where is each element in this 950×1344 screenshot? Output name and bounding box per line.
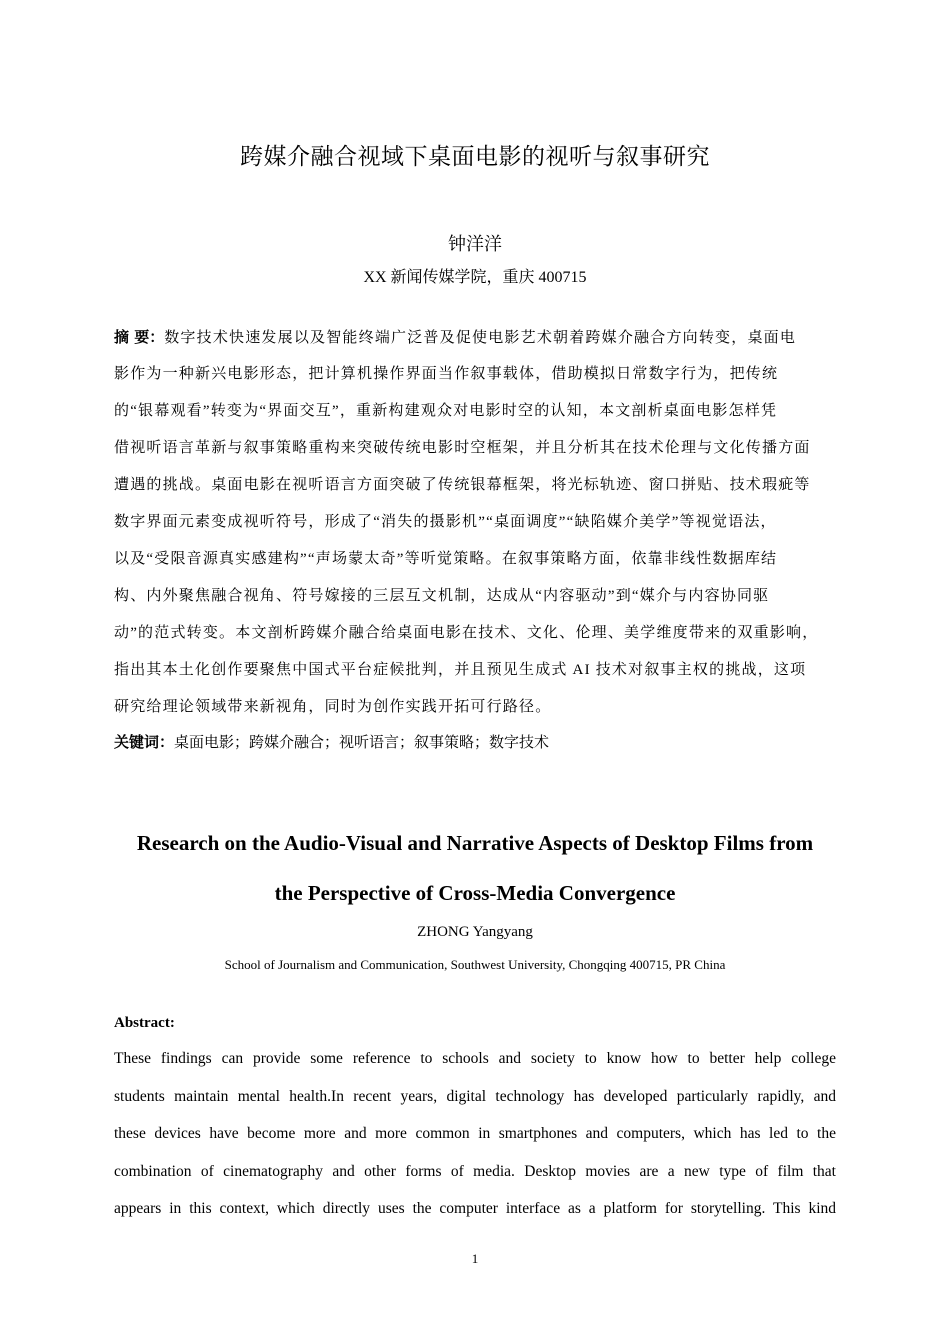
page-number: 1 <box>471 1251 479 1266</box>
english-title <box>100 818 850 918</box>
chinese-abstract-line: 指出其本土化创作要聚焦中国式平台症候批判，并且预见生成式 AI 技术对叙事主权的挑战，这项 <box>114 662 807 678</box>
chinese-abstract-line: 遭遇的挑战。桌面电影在视听语言方面突破了传统银幕框架，将光标轨迹、窗口拼贴、技术瑕疵等 <box>114 477 811 493</box>
chinese-abstract-line: 摘 要：数字技术快速发展以及智能终端广泛普及促使电影艺术朝着跨媒介融合方向转变，桌面电 <box>114 328 797 346</box>
chinese-abstract-line: 以及“受限音源真实感建构”“声场蒙太奇”等听觉策略。在叙事策略方面，依靠非线性数据库结 <box>114 551 778 567</box>
english-affiliation: School of Journalism and Communication, Southwest University, Chongqing 400715, PR China <box>224 957 726 972</box>
chinese-abstract-label: 摘 要： <box>114 328 165 346</box>
chinese-keywords-label: 关键词： <box>114 733 175 751</box>
chinese-affiliation: XX 新闻传媒学院，重庆 400715 <box>363 269 587 286</box>
english-abstract-line: students maintain mental health.In recent years, digital technology has developed particularly rapidly, and <box>114 1087 836 1105</box>
chinese-abstract <box>114 319 844 726</box>
chinese-abstract-line: 的“银幕观看”转变为“界面交互”，重新构建观众对电影时空的认知，本文剖析桌面电影怎样凭 <box>114 403 778 419</box>
english-title-line: Research on the Audio-Visual and Narrative Aspects of Desktop Films from <box>136 831 814 855</box>
chinese-abstract-line: 影作为一种新兴电影形态，把计算机操作界面当作叙事载体，借助模拟日常数字行为，把传统 <box>114 366 779 382</box>
english-author: ZHONG Yangyang <box>417 924 533 940</box>
english-abstract-line: appears in this context, which directly uses the computer interface as a platform for storytelling. This kind <box>114 1200 836 1217</box>
chinese-keywords <box>114 731 844 754</box>
chinese-title: 跨媒介融合视域下桌面电影的视听与叙事研究 <box>240 144 710 170</box>
chinese-abstract-line: 构、内外聚焦融合视角、符号嫁接的三层互文机制，达成从“内容驱动”到“媒介与内容协同驱 <box>114 588 770 604</box>
chinese-abstract-line: 借视听语言革新与叙事策略重构来突破传统电影时空框架，并且分析其在技术伦理与文化传播方面 <box>114 440 811 456</box>
english-abstract-line: combination of cinematography and other forms of media. Desktop movies are a new type of film that <box>114 1162 836 1180</box>
english-title-line: the Perspective of Cross-Media Convergence <box>274 881 676 905</box>
english-abstract-line: these devices have become more and more common in smartphones and computers, which has led to the <box>114 1125 836 1142</box>
chinese-abstract-line: 数字界面元素变成视听符号，形成了“消失的摄影机”“桌面调度”“缺陷媒介美学”等视觉语法， <box>114 514 777 530</box>
english-abstract <box>114 1040 836 1228</box>
english-abstract-line: These findings can provide some reference to schools and society to know how to better help college <box>114 1050 836 1067</box>
chinese-abstract-line: 动”的范式转变。本文剖析跨媒介融合给桌面电影在技术、文化、伦理、美学维度带来的双重影响， <box>114 625 819 641</box>
chinese-abstract-line: 研究给理论领域带来新视角，同时为创作实践开拓可行路径。 <box>114 699 552 715</box>
english-abstract-label: Abstract: <box>114 1015 175 1031</box>
chinese-keywords-text: 桌面电影；跨媒介融合；视听语言；叙事策略；数字技术 <box>174 735 550 751</box>
chinese-author: 钟洋洋 <box>448 234 502 254</box>
